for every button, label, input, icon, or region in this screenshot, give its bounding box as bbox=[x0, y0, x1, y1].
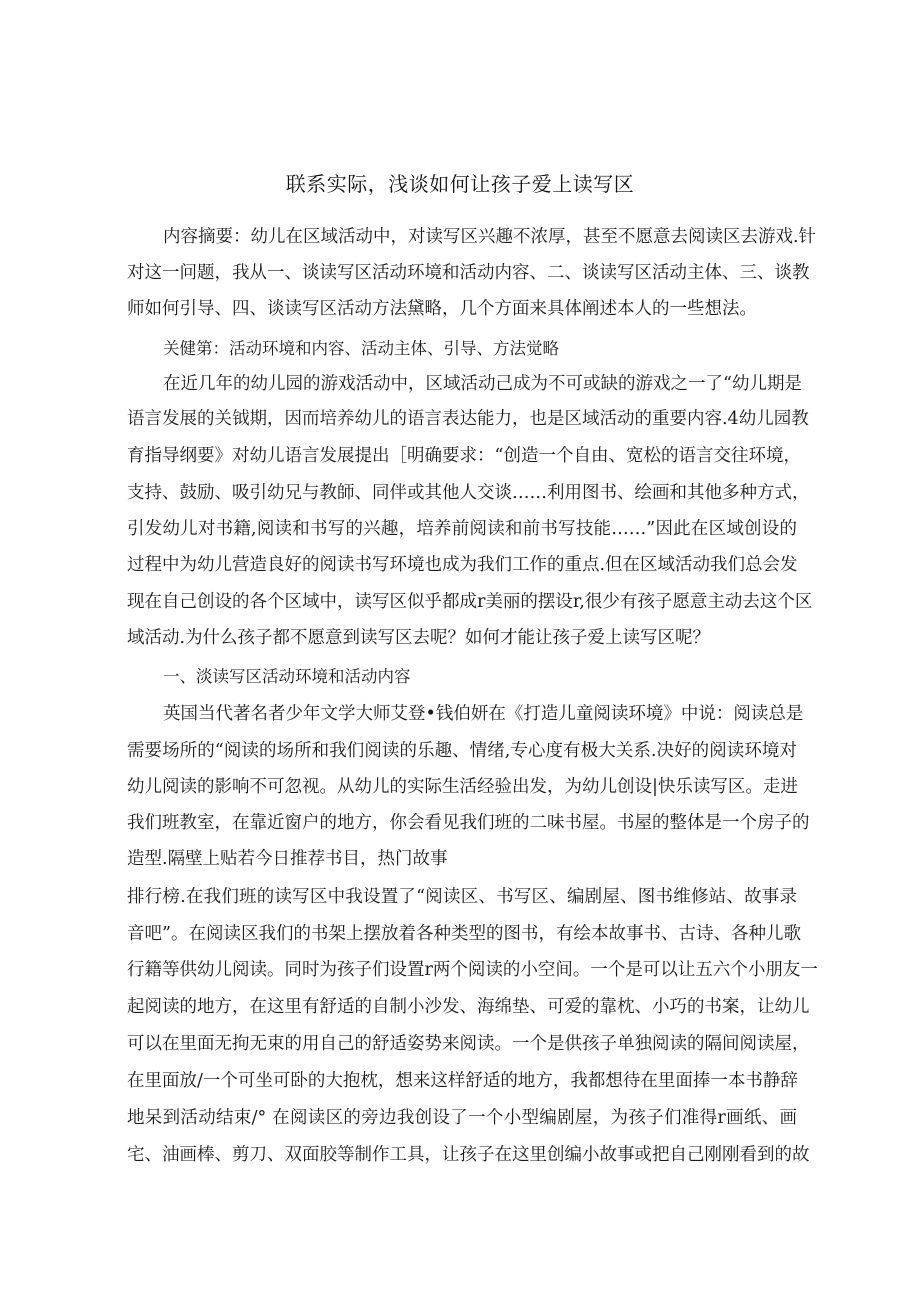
body-line: 现在自己创设的各个区域中，读写区似乎都成r美丽的摆设r,很少有孩子愿意主动去这个区 bbox=[127, 592, 813, 612]
body-line: 起阅读的地方，在这里有舒适的自制小沙发、海绵垫、可爱的靠枕、小巧的书案，让幼儿 bbox=[127, 997, 810, 1017]
body-line: 宅、油画棒、剪刀、双面胶等制作工具，让孩子在这里创编小故事或把自己刚刚看到的故 bbox=[127, 1145, 810, 1165]
body-line: 育指导纲要》对幼儿语言发展提出［明确要求：“创造一个自由、宽松的语言交往环境， bbox=[127, 446, 801, 466]
body-line: 域活动.为什么孩子都不愿意到读写区去呢？如何才能让孩子爱上读写区呢？ bbox=[127, 628, 711, 648]
body-line: 排行榜.在我们班的读写区中我设置了“阅读区、书写区、编剧屋、图书维修站、故事录 bbox=[127, 887, 797, 907]
abstract-line: 师如何引导、四、谈读写区活动方法黛略，几个方面来具体阐述本人的一些想法。 bbox=[127, 299, 757, 319]
keywords-line: 关健第：活动环境和内容、活动主体、引导、方法觉略 bbox=[163, 339, 559, 358]
body-line: 语言发展的关钺期，因而培养幼儿的语言表达能力，也是区域活动的重要内容.4幼儿园教 bbox=[127, 409, 809, 429]
body-line: 造型.隔壁上贴若今日推荐书目，热门故事 bbox=[127, 849, 448, 869]
body-line: 音吧”。在阅读区我们的书架上摆放着各种类型的图书，有绘本故事书、古诗、各种儿歌 bbox=[127, 924, 801, 944]
body-line: 需要场所的“阅读的场所和我们阅读的乐趣、情绪,专心度有极大关系.决好的阅读环境对 bbox=[127, 741, 797, 761]
section-heading: 一、淡读写区活动环境和活动内容 bbox=[163, 667, 411, 686]
body-line: 在近几年的幼儿园的游戏活动中，区域活动己成为不可或缺的游戏之一了“幼儿期是 bbox=[163, 374, 802, 394]
abstract-line: 对这一问题，我从一、谈读写区活动环境和活动内容、二、谈读写区活动主体、三、谈教 bbox=[127, 263, 810, 283]
body-line: 我们班教室，在靠近窗户的地方，你会看见我们班的二味书屋。书屋的整体是一个房子的 bbox=[127, 813, 810, 833]
body-line: 英国当代著名者少年文学大师艾登•钱伯妍在《打造儿童阅读环境》中说：阅读总是 bbox=[163, 704, 804, 724]
body-line: 幼儿阅读的影响不可忽视。从幼儿的实际生活经验出发，为幼儿创设|快乐读写区。走进 bbox=[127, 777, 798, 797]
body-line: 在里面放/一个可坐可卧的大抱枕，想来这样舒适的地方，我都想待在里面捧一本书静辞 bbox=[127, 1071, 798, 1091]
document-title: 联系实际，浅谈如何让孩子爱上读写区 bbox=[285, 172, 635, 196]
body-line: 过程中为幼儿营造良好的阅读书写环境也成为我们工作的重点.但在区域活动我们总会发 bbox=[127, 555, 798, 575]
abstract-line: 内容摘要：幼儿在区域活动中，对读写区兴趣不浓厚，甚至不愿意去阅读区去游戏.针 bbox=[163, 227, 817, 247]
body-line: 可以在里面无拘无束的用自己的舒适姿势来阅读。一个是供孩子单独阅读的隔间阅读屋， bbox=[127, 1034, 810, 1054]
body-line: 行籍等供幼儿阅读。同时为孩子们设置r两个阅读的小空间。一个是可以让五六个小朋友一 bbox=[127, 960, 818, 980]
body-line: 支持、鼓励、吸引幼兄与教師、同伴或其他人交谈……利用图书、绘画和其他多种方式， bbox=[127, 483, 810, 503]
body-line: 地呆到活动结束/° 在阅读区的旁边我创设了一个小型编剧屋，为孩子们准得r画纸、画 bbox=[127, 1108, 797, 1128]
body-line: 引发幼儿对书籍,阅读和书写的兴趣，培养前阅读和前书写技能……”因此在区域创设的 bbox=[127, 519, 797, 539]
